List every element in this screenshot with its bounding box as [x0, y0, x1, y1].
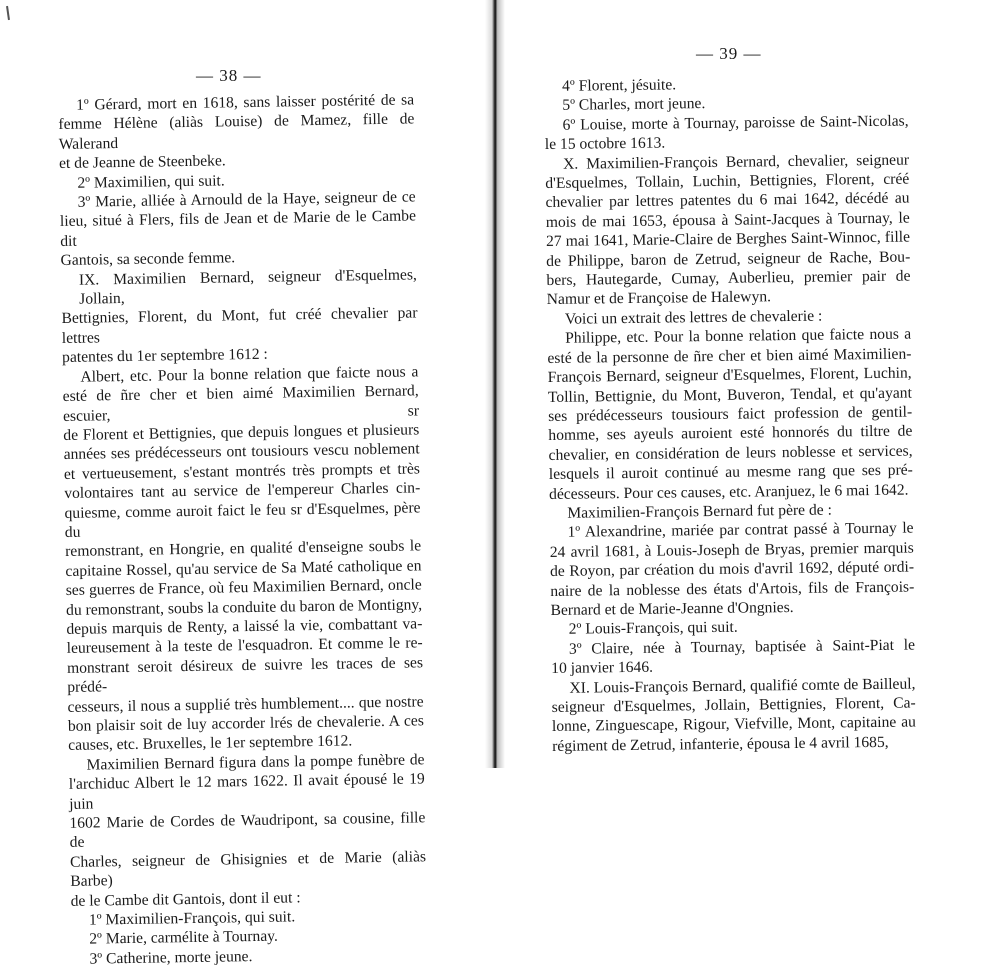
- text-line: X. Maximilien-François Bernard, chevalier, seigneur: [562, 151, 910, 173]
- text-line: Voici un extrait des lettres de chevalerie :: [564, 307, 823, 328]
- text-line: bon plaisir soit de luy accorder lrés de chevalerie. A ces: [67, 712, 424, 735]
- text-line: et de Jeanne de Steenbeke.: [58, 152, 226, 173]
- text-line: patentes du 1er septembre 1612 :: [61, 346, 268, 367]
- text-line: capitaine Rossel, qu'au service de Sa Maté catholique en: [65, 557, 422, 580]
- text-line: Bernard et de Marie-Jeanne d'Ongnies.: [550, 598, 794, 619]
- text-line: 24 avril 1681, à Louis-Joseph de Bryas, premier marquis: [549, 539, 914, 561]
- text-line: Philippe, etc. Pour la bonne relation que faicte nous a: [565, 325, 912, 348]
- text-line: esté de ñre cher et bien aimé Maximilien Bernard, escuier, sr: [62, 382, 420, 425]
- text-line: de Florent et Bettignies, que depuis longues et plusieurs: [63, 421, 420, 444]
- text-line: du remonstrant, soubs la conduite du baron de Montigny,: [65, 595, 423, 619]
- text-line: remonstrant, en Hongrie, en qualité d'enseigne soubs le: [65, 537, 422, 561]
- text-line: 2º Marie, carmélite à Tournay.: [89, 928, 278, 949]
- text-line: femme Hélène (aliàs Louise) de Mamez, fille de Walerand: [58, 110, 415, 153]
- text-line: 2º Maximilien, qui suit.: [77, 172, 225, 192]
- text-line: volontaires tant au service de l'empereur Charles cin-: [64, 479, 421, 503]
- text-line: Gantois, sa seconde femme.: [60, 249, 236, 270]
- text-line: seigneur d'Esquelmes, Jollain, Bettignies, Florent, Ca-: [551, 694, 916, 716]
- right-page: [500, 0, 993, 768]
- text-line: 10 janvier 1646.: [551, 658, 654, 678]
- text-line: homme, ses ayeuls auroient esté honnorés du tiltre de: [548, 422, 913, 445]
- page-number: — 38 —: [196, 66, 262, 85]
- text-line: monstrant seroit désireux de suivre les traces de ses prédé-: [66, 654, 424, 697]
- text-line: cesseurs, il nous a supplié très humblement.... que nostre: [67, 692, 424, 716]
- text-line: le 15 octobre 1613.: [544, 134, 666, 154]
- text-line: Charles, seigneur de Ghisignies et de Marie (aliàs Barbe): [69, 848, 427, 891]
- page-text: [58, 90, 428, 969]
- text-line: quiesme, comme auroit faict le feu sr d'Esquelmes, père du: [64, 498, 421, 541]
- text-line: 3º Catherine, morte jeune.: [89, 947, 253, 968]
- text-line: régiment de Zetrud, infanterie, épousa le 4 avril 1685,: [552, 733, 889, 755]
- text-line: Bettignies, Florent, du Mont, fut créé chevalier par lettres: [61, 304, 418, 347]
- text-line: mois de mai 1653, épousa à Saint-Jacques à Tournay, le: [545, 209, 910, 231]
- text-line: leureusement à la teste de l'esquadron. Et comme le re-: [66, 634, 423, 658]
- text-line: 4º Florent, jésuite.: [562, 76, 677, 95]
- text-line: ses prédécesseurs tousiours faict profession de gentil-: [548, 403, 913, 425]
- text-line: de Philippe, baron de Zetrud, seigneur de Rache, Bou-: [546, 248, 911, 270]
- text-line: XI. Louis-François Bernard, qualifié comte de Bailleul,: [569, 675, 916, 697]
- text-line: 3º Claire, née à Tournay, baptisée à Saint-Piat le: [568, 636, 916, 658]
- text-line: années ses prédécesseurs ont tousiours vescu noblement: [63, 440, 420, 464]
- page-number: — 39 —: [696, 44, 762, 63]
- text-line: 1º Maximilien-François, qui suit.: [88, 908, 296, 929]
- text-line: chevalier, en considération de leurs noblesse et services,: [548, 442, 913, 464]
- text-line: d'Esquelmes, Tollain, Luchin, Bettignies, Florent, créé: [545, 170, 910, 193]
- text-line: 6º Louise, morte à Tournay, paroisse de Saint-Nicolas,: [562, 112, 909, 134]
- text-line: Namur et de Françoise de Halewyn.: [546, 288, 772, 309]
- text-line: chevalier par lettres patentes du 6 mai 1642, décédé au: [545, 189, 910, 212]
- text-line: IX. Maximilien Bernard, seigneur d'Esquelmes, Jollain,: [78, 266, 417, 308]
- page-text: [544, 73, 916, 757]
- text-line: 27 mai 1641, Marie-Claire de Berghes Saint-Winnoc, fille: [545, 228, 911, 251]
- text-line: 3º Marie, alliée à Arnould de la Haye, seigneur de ce: [77, 188, 416, 211]
- text-line: Maximilien-François Bernard fut père de :: [567, 501, 832, 522]
- text-line: l'archiduc Albert le 12 mars 1622. Il avait épousé le 19 juin: [68, 770, 425, 813]
- text-line: Maximilien Bernard figura dans la pompe funèbre de: [86, 751, 425, 774]
- text-line: de Royon, par création du mois d'avril 1692, député ordi-: [549, 558, 915, 581]
- text-line: esté de la personne de ñre cher et bien aimé Maximilien-: [547, 345, 912, 367]
- text-line: ses guerres de France, où feu Maximilien Bernard, oncle: [65, 576, 422, 600]
- text-line: 1º Gérard, mort en 1618, sans laisser postérité de sa: [76, 91, 415, 114]
- text-line: causes, etc. Bruxelles, le 1er septembre 1612.: [68, 732, 353, 755]
- left-page: [0, 0, 493, 968]
- text-line: bers, Hautegarde, Cumay, Auberlieu, premier pair de: [546, 267, 911, 290]
- text-line: 2º Louis-François, qui suit.: [568, 619, 738, 639]
- text-line: 1º Alexandrine, mariée par contrat passé à Tournay le: [567, 519, 914, 542]
- text-line: lesquels il auroit continué au mesme rang que ses pré-: [548, 461, 913, 484]
- text-line: naire de la noblesse des états d'Artois, fils de François-: [550, 578, 915, 600]
- text-line: lonne, Zinguescape, Rigour, Viefville, Mont, capitaine au: [551, 713, 917, 736]
- text-line: Tollin, Bettignie, du Mont, Buveron, Tendal, et qu'ayant: [547, 384, 912, 406]
- text-line: de le Cambe dit Gantois, dont il eut :: [70, 888, 301, 910]
- text-line: décesseurs. Pour ces causes, etc. Aranjuez, le 6 mai 1642.: [548, 481, 909, 503]
- text-line: depuis marquis de Renty, a laissé la vie, combattant va-: [66, 615, 423, 638]
- text-line: François Bernard, seigneur d'Esquelmes, Florent, Luchin,: [547, 364, 912, 387]
- text-line: 5º Charles, mort jeune.: [562, 95, 706, 115]
- text-line: 1602 Marie de Cordes de Waudripont, sa cousine, fille de: [69, 809, 426, 852]
- text-line: lieu, situé à Flers, fils de Jean et de Marie de le Cambe dit: [59, 207, 417, 250]
- text-line: Albert, etc. Pour la bonne relation que faicte nous a: [80, 363, 419, 386]
- text-line: et vertueusement, s'estant montrés très prompts et très: [63, 460, 421, 483]
